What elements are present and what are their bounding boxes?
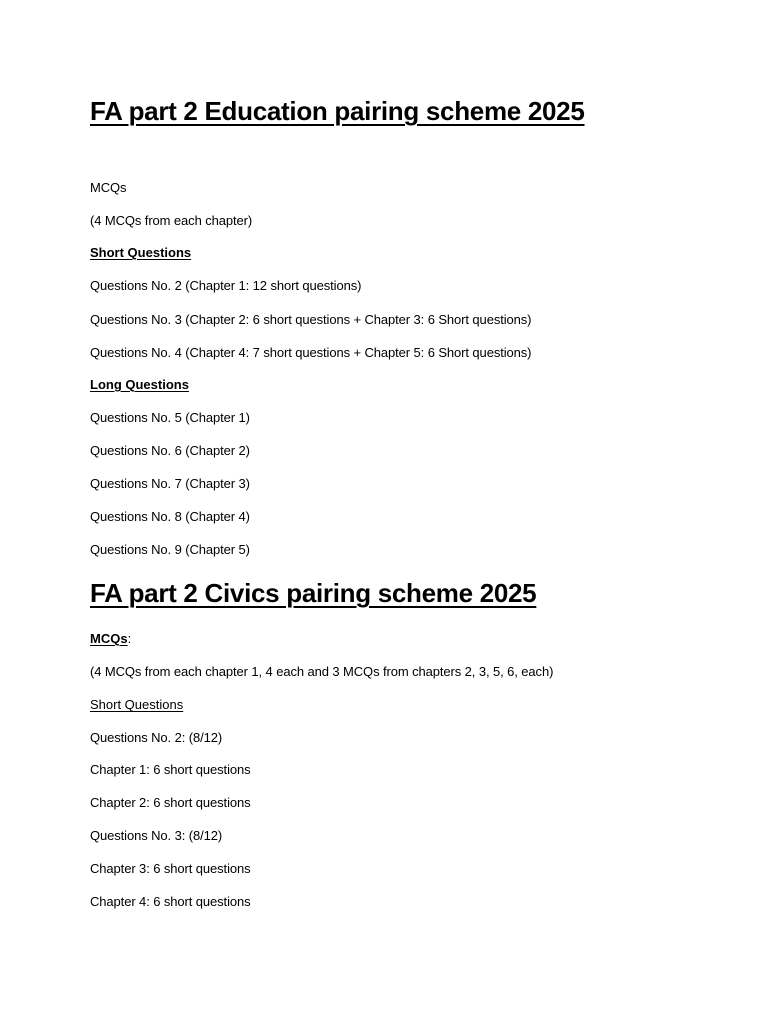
civics-short-item: Chapter 2: 6 short questions: [90, 795, 251, 810]
civics-short-heading-text: Short Questions: [90, 697, 184, 712]
education-mcqs-label: MCQs: [90, 180, 127, 195]
education-short-item: Questions No. 3 (Chapter 2: 6 short questions + Chapter 3: 6 Short questions): [90, 312, 532, 327]
education-long-item: Questions No. 9 (Chapter 5): [90, 542, 250, 557]
civics-title: FA part 2 Civics pairing scheme 2025: [90, 578, 537, 608]
education-long-heading-text: Long Questions: [90, 377, 189, 392]
civics-short-heading: [90, 697, 183, 713]
civics-short-item: Chapter 4: 6 short questions: [90, 894, 251, 909]
civics-short-item: Questions No. 3: (8/12): [90, 828, 223, 843]
civics-short-item: Chapter 1: 6 short questions: [90, 762, 251, 777]
civics-mcqs-colon: :: [127, 631, 132, 646]
civics-short-item: Questions No. 2: (8/12): [90, 730, 223, 745]
education-long-item: Questions No. 6 (Chapter 2): [90, 443, 250, 458]
education-short-heading-text: Short Questions: [90, 245, 192, 260]
education-title: FA part 2 Education pairing scheme 2025: [90, 96, 585, 126]
education-long-item: Questions No. 7 (Chapter 3): [90, 476, 250, 491]
civics-short-item: Chapter 3: 6 short questions: [90, 861, 251, 876]
education-long-item: Questions No. 8 (Chapter 4): [90, 509, 250, 524]
civics-mcqs-label: MCQs: [90, 631, 128, 646]
education-long-heading: [90, 377, 189, 393]
civics-mcqs-heading: [90, 631, 131, 647]
education-short-heading: [90, 245, 191, 261]
civics-mcqs-note: (4 MCQs from each chapter 1, 4 each and 3 MCQs from chapters 2, 3, 5, 6, each): [90, 664, 554, 679]
education-short-item: Questions No. 4 (Chapter 4: 7 short questions + Chapter 5: 6 Short questions): [90, 345, 532, 360]
education-short-item: Questions No. 2 (Chapter 1: 12 short questions): [90, 278, 362, 293]
education-mcqs-note: (4 MCQs from each chapter): [90, 213, 253, 228]
education-long-item: Questions No. 5 (Chapter 1): [90, 410, 250, 425]
